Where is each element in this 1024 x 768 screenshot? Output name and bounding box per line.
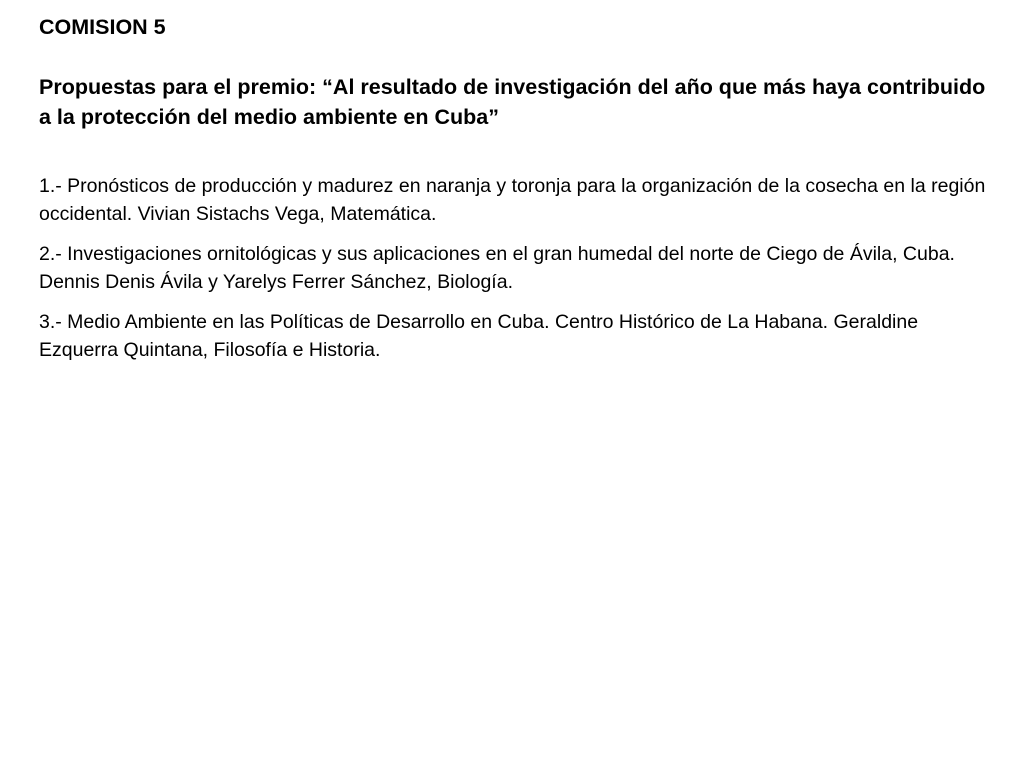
proposal-item-3: 3.- Medio Ambiente en las Políticas de Desarrollo en Cuba. Centro Histórico de La Habana. Geraldine Ezquerra Quintana, Filosofía e Historia.	[39, 311, 919, 361]
proposal-item-1: 1.- Pronósticos de producción y madurez en naranja y toronja para la organización de la cosecha en la región occidental. Vivian Sistachs Vega, Matemática.	[39, 175, 986, 225]
proposal-list	[39, 172, 999, 364]
award-title: Propuestas para el premio: “Al resultado de investigación del año que más haya contribuido a la protección del medio ambiente en Cuba”	[39, 75, 986, 129]
proposal-item-2: 2.- Investigaciones ornitológicas y sus aplicaciones en el gran humedal del norte de Ciego de Ávila, Cuba. Dennis Denis Ávila y Yarelys Ferrer Sánchez, Biología.	[39, 243, 955, 293]
commission-heading: COMISION 5	[39, 15, 166, 39]
slide-content	[39, 12, 999, 376]
